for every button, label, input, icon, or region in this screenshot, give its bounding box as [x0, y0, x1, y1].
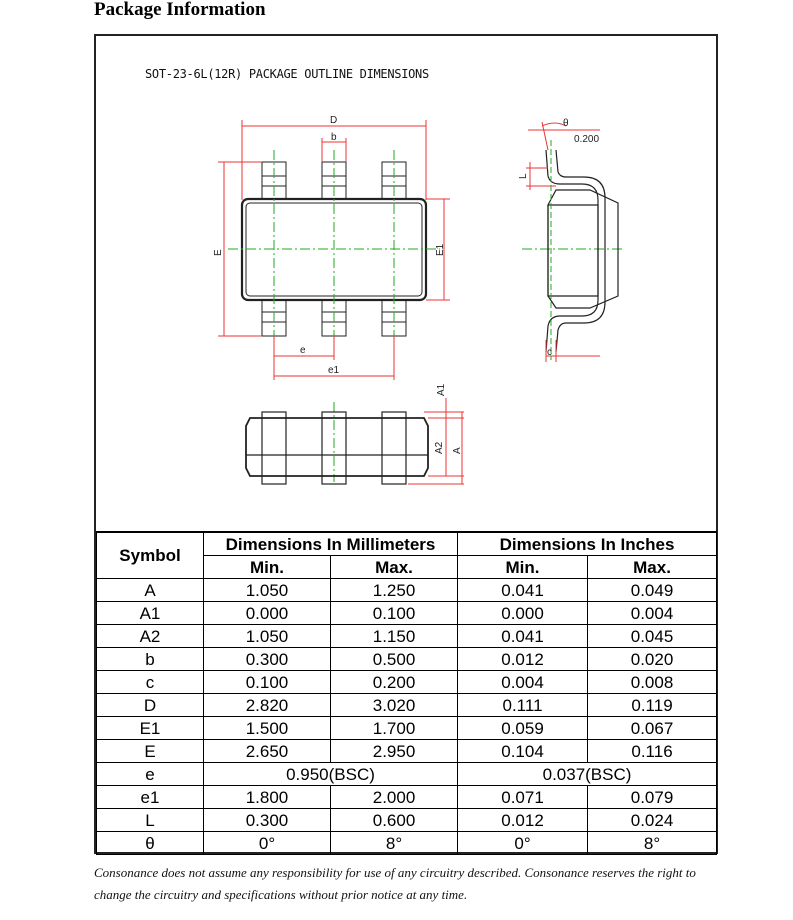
table-row [97, 625, 717, 648]
table-row [97, 648, 717, 671]
value-cell: 2.950 [331, 740, 458, 763]
label-c: c [547, 347, 552, 358]
value-cell: 0.500 [331, 648, 458, 671]
value-cell: 0.300 [204, 648, 331, 671]
table-row [97, 740, 717, 763]
value-cell: 0.000 [204, 602, 331, 625]
value-cell: 0.004 [588, 602, 717, 625]
table-row [97, 671, 717, 694]
value-cell: 0.116 [588, 740, 717, 763]
symbol-cell: E [97, 740, 204, 763]
symbol-cell: L [97, 809, 204, 832]
value-cell: 2.000 [331, 786, 458, 809]
value-cell: 0.020 [588, 648, 717, 671]
mm-min-header: Min. [204, 556, 331, 579]
table-row [97, 579, 717, 602]
value-cell: 1.700 [331, 717, 458, 740]
label-tolerance: 0.200 [574, 134, 600, 145]
table-row [97, 786, 717, 809]
label-theta: θ [563, 118, 569, 129]
label-L: L [518, 173, 529, 179]
side-view [546, 150, 618, 352]
symbol-cell: e [97, 763, 204, 786]
value-cell: 0.600 [331, 809, 458, 832]
table-row [97, 809, 717, 832]
value-cell: 1.150 [331, 625, 458, 648]
value-cell: 0° [458, 832, 588, 855]
value-cell: 0.300 [204, 809, 331, 832]
value-cell: 2.820 [204, 694, 331, 717]
table-row [97, 832, 717, 855]
symbol-cell: c [97, 671, 204, 694]
value-cell: 0.200 [331, 671, 458, 694]
in-min-header: Min. [458, 556, 588, 579]
mm-max-header: Max. [331, 556, 458, 579]
value-cell: 0.037(BSC) [458, 763, 717, 786]
label-A2: A2 [434, 441, 445, 454]
label-E: E [213, 249, 224, 256]
table-row [97, 602, 717, 625]
value-cell: 0° [204, 832, 331, 855]
side-dimension-lines [526, 122, 600, 362]
symbol-cell: A1 [97, 602, 204, 625]
value-cell: 0.079 [588, 786, 717, 809]
value-cell: 0.012 [458, 648, 588, 671]
value-cell: 0.041 [458, 579, 588, 602]
label-e1: e1 [328, 365, 340, 376]
value-cell: 0.119 [588, 694, 717, 717]
page-heading: Package Information [94, 0, 266, 20]
value-cell: 0.111 [458, 694, 588, 717]
front-dimension-lines [408, 398, 464, 484]
value-cell: 0.004 [458, 671, 588, 694]
table-row [97, 763, 717, 786]
value-cell: 0.041 [458, 625, 588, 648]
value-cell: 1.250 [331, 579, 458, 602]
dimensions-table [96, 531, 717, 855]
value-cell: 0.008 [588, 671, 717, 694]
value-cell: 0.000 [458, 602, 588, 625]
in-max-header: Max. [588, 556, 717, 579]
table-row [97, 717, 717, 740]
value-cell: 0.071 [458, 786, 588, 809]
value-cell: 0.024 [588, 809, 717, 832]
front-view [246, 412, 428, 484]
value-cell: 0.950(BSC) [204, 763, 458, 786]
label-e: e [300, 345, 306, 356]
value-cell: 3.020 [331, 694, 458, 717]
table-row [97, 694, 717, 717]
value-cell: 0.067 [588, 717, 717, 740]
value-cell: 0.045 [588, 625, 717, 648]
value-cell: 0.100 [204, 671, 331, 694]
mm-header: Dimensions In Millimeters [204, 532, 458, 556]
disclaimer-note: Consonance does not assume any responsibility for use of any circuitry described. Consonance reserves the right to change the circuitry and specifications without prior notice at any time. [94, 865, 696, 902]
symbol-cell: b [97, 648, 204, 671]
label-A: A [452, 447, 463, 454]
value-cell: 8° [588, 832, 717, 855]
symbol-cell: A2 [97, 625, 204, 648]
value-cell: 0.059 [458, 717, 588, 740]
label-E1: E1 [435, 243, 446, 256]
value-cell: 0.012 [458, 809, 588, 832]
inch-header: Dimensions In Inches [458, 532, 717, 556]
value-cell: 1.050 [204, 625, 331, 648]
value-cell: 1.500 [204, 717, 331, 740]
value-cell: 0.104 [458, 740, 588, 763]
value-cell: 1.050 [204, 579, 331, 602]
symbol-cell: A [97, 579, 204, 602]
symbol-cell: θ [97, 832, 204, 855]
symbol-cell: E1 [97, 717, 204, 740]
value-cell: 0.100 [331, 602, 458, 625]
value-cell: 0.049 [588, 579, 717, 602]
outline-title: SOT-23-6L(12R) PACKAGE OUTLINE DIMENSIONS [145, 67, 429, 81]
label-b: b [331, 132, 337, 143]
symbol-header: Symbol [97, 532, 204, 579]
value-cell: 1.800 [204, 786, 331, 809]
label-A1: A1 [436, 383, 447, 396]
label-D: D [330, 115, 338, 126]
value-cell: 8° [331, 832, 458, 855]
value-cell: 2.650 [204, 740, 331, 763]
symbol-cell: e1 [97, 786, 204, 809]
symbol-cell: D [97, 694, 204, 717]
